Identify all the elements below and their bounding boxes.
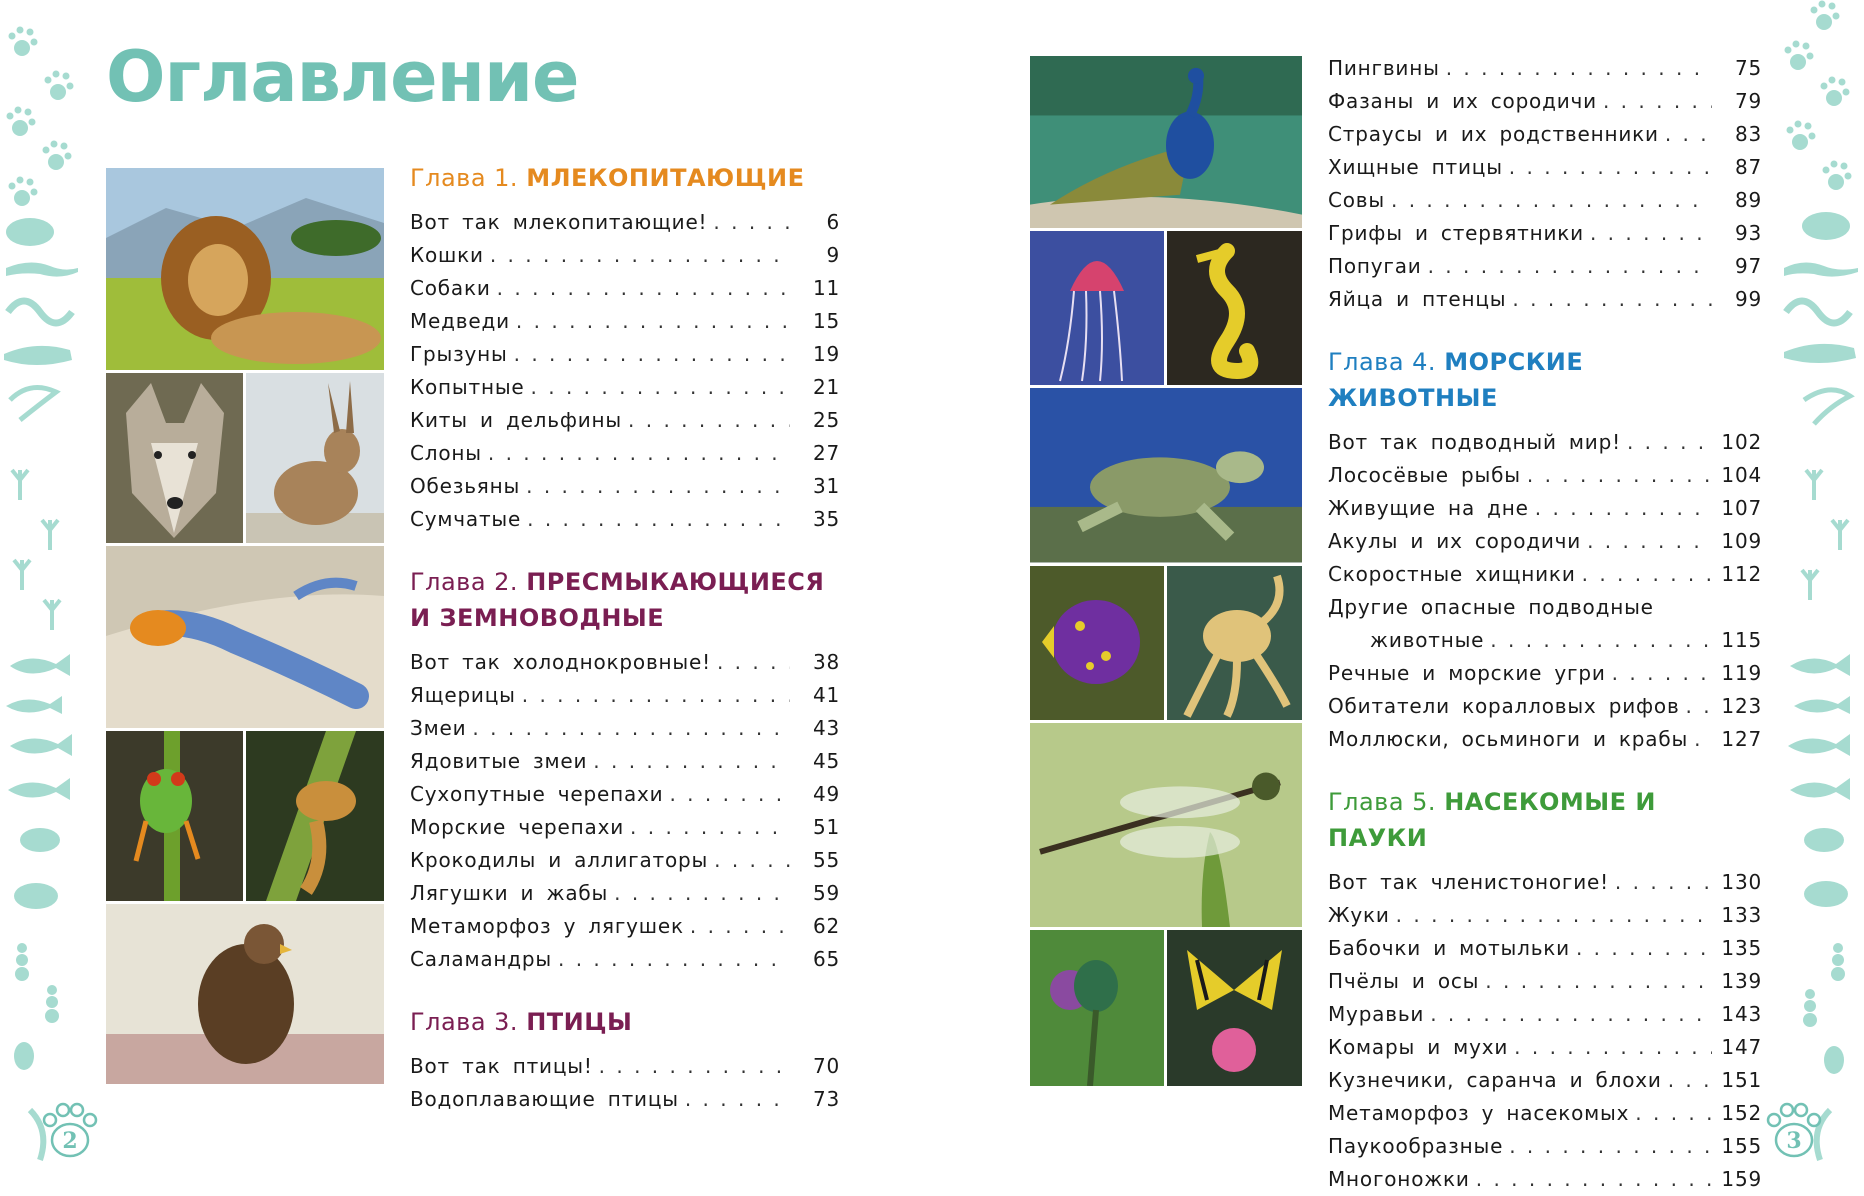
- entry-title: Собаки: [410, 276, 491, 300]
- entry-page: 127: [1721, 727, 1762, 751]
- chapter-name: МЛЕКОПИТАЮЩИЕ: [526, 164, 805, 192]
- snake-icon: [1786, 301, 1850, 323]
- dot-leader: [669, 778, 790, 811]
- entry-title: Саламандры: [410, 947, 552, 971]
- toc-entry[interactable]: [1328, 558, 1762, 591]
- toc-entry[interactable]: [410, 811, 840, 844]
- fish-icon: [10, 654, 70, 676]
- entry-title: Жуки: [1328, 903, 1390, 927]
- chapter-4-title[interactable]: [1328, 344, 1762, 416]
- toc-entry[interactable]: [1328, 1031, 1762, 1064]
- dot-leader: [1535, 492, 1712, 525]
- entry-title: Моллюски, осьминоги и крабы: [1328, 727, 1689, 751]
- animal-border-left: [0, 0, 90, 1176]
- lizard-icon: [1784, 262, 1858, 276]
- footprint-icon: [42, 520, 58, 550]
- toc-entry[interactable]: [1328, 52, 1762, 85]
- entry-page: 31: [812, 474, 840, 498]
- entry-page: 151: [1721, 1068, 1762, 1092]
- entry-title: Обитатели коралловых рифов: [1328, 694, 1680, 718]
- paw-print-icon: [1823, 161, 1852, 191]
- toc-entry[interactable]: [410, 239, 840, 272]
- toc-entry[interactable]: [1328, 85, 1762, 118]
- dot-leader: [685, 1083, 790, 1116]
- toc-entry[interactable]: [1328, 184, 1762, 217]
- dot-leader: [472, 712, 790, 745]
- toc-entry[interactable]: [410, 844, 840, 877]
- ant-icon: [1803, 989, 1817, 1027]
- toc-entry[interactable]: [410, 679, 840, 712]
- entry-title: Метаморфоз у лягушек: [410, 914, 684, 938]
- entry-page: 79: [1734, 89, 1762, 113]
- dot-leader: [630, 811, 790, 844]
- footprint-icon: [44, 600, 60, 630]
- entry-title: Вот так членистоногие!: [1328, 870, 1609, 894]
- entry-page: 27: [812, 441, 840, 465]
- toc-entry[interactable]: [410, 206, 840, 239]
- toc-entry[interactable]: [1328, 1064, 1762, 1097]
- dot-leader: [497, 272, 790, 305]
- entry-page: 97: [1734, 254, 1762, 278]
- entry-page: 51: [812, 815, 840, 839]
- dot-leader: [1428, 250, 1712, 283]
- dot-leader: [593, 745, 790, 778]
- entry-title-line2: животные: [1370, 628, 1485, 652]
- page-number: 3: [1786, 1128, 1802, 1154]
- beetle-photo: [1030, 930, 1164, 1086]
- dot-leader: [1665, 118, 1712, 151]
- eagle-photo: [106, 904, 384, 1084]
- entry-page: 115: [1721, 628, 1762, 652]
- entry-title: Скоростные хищники: [1328, 562, 1576, 586]
- beetle-icon: [14, 1042, 34, 1070]
- dot-leader: [1603, 85, 1712, 118]
- paw-print-icon: [1787, 121, 1816, 151]
- toc-entry[interactable]: [410, 646, 840, 679]
- toc-entry[interactable]: [1328, 217, 1762, 250]
- entry-page: 133: [1721, 903, 1762, 927]
- crab-icon: [1804, 881, 1848, 907]
- salamander-icon: [10, 388, 56, 421]
- tree-frog-photo: [106, 731, 243, 901]
- dot-leader: [599, 1050, 790, 1083]
- entry-title: Копытные: [410, 375, 525, 399]
- entry-page: 73: [812, 1087, 840, 1111]
- toc-entry[interactable]: [1328, 250, 1762, 283]
- crab-icon: [20, 828, 60, 852]
- dot-leader: [1430, 998, 1712, 1031]
- entry-title: Фазаны и их сородичи: [1328, 89, 1597, 113]
- entry-page: 41: [812, 683, 840, 707]
- page-number-left: [40, 1100, 100, 1160]
- dot-leader: [1509, 1130, 1712, 1163]
- toc-entry[interactable]: [410, 745, 840, 778]
- entry-page: 152: [1721, 1101, 1762, 1125]
- dot-leader: [1509, 151, 1712, 184]
- beetle-icon: [1824, 1046, 1844, 1074]
- toc-entry[interactable]: [410, 371, 840, 404]
- chapter-2-title[interactable]: [410, 564, 840, 636]
- entry-title: Вот так холоднокровные!: [410, 650, 711, 674]
- entry-page: 11: [812, 276, 840, 300]
- entry-page: 15: [812, 309, 840, 333]
- animal-border-right: [1774, 0, 1864, 1176]
- dot-leader: [1686, 690, 1712, 723]
- salamander-icon: [1804, 390, 1850, 424]
- frog-icon: [6, 218, 54, 246]
- chapter-name: ПРЕСМЫКАЮЩИЕСЯ: [526, 568, 825, 596]
- entry-page: 38: [812, 650, 840, 674]
- dot-leader: [1627, 426, 1712, 459]
- paw-print-icon: [1811, 1, 1840, 31]
- entry-page: 130: [1721, 870, 1762, 894]
- toc-entry[interactable]: [410, 437, 840, 470]
- entry-page: 59: [812, 881, 840, 905]
- chapter-name: ПТИЦЫ: [526, 1008, 633, 1036]
- toc-entry[interactable]: [1328, 1097, 1762, 1130]
- toc-entry[interactable]: [410, 470, 840, 503]
- toc-entry[interactable]: [1328, 118, 1762, 151]
- entry-title: Крокодилы и аллигаторы: [410, 848, 709, 872]
- entry-title: Кузнечики, саранча и блохи: [1328, 1068, 1662, 1092]
- dot-leader: [1485, 965, 1712, 998]
- dot-leader: [717, 646, 790, 679]
- entry-title: Морские черепахи: [410, 815, 625, 839]
- footprint-icon: [1832, 520, 1848, 550]
- entry-title: Грызуны: [410, 342, 508, 366]
- jellyfish-photo: [1030, 231, 1164, 385]
- dot-leader: [1590, 217, 1712, 250]
- dot-leader: [1396, 899, 1712, 932]
- entry-title: Лососёвые рыбы: [1328, 463, 1521, 487]
- dot-leader: [514, 338, 790, 371]
- entry-title: Метаморфоз у насекомых: [1328, 1101, 1630, 1125]
- entry-title: Попугаи: [1328, 254, 1422, 278]
- entry-title: Вот так млекопитающие!: [410, 210, 708, 234]
- entry-page: 75: [1734, 56, 1762, 80]
- entry-page: 119: [1721, 661, 1762, 685]
- fish-icon: [1790, 654, 1850, 676]
- entry-title: Сумчатые: [410, 507, 522, 531]
- toc-entry[interactable]: [1328, 1130, 1762, 1163]
- lizard-icon: [6, 262, 78, 276]
- entry-title: Вот так птицы!: [410, 1054, 593, 1078]
- entry-page: 123: [1721, 694, 1762, 718]
- toc-entry[interactable]: [410, 338, 840, 371]
- entry-page: 89: [1734, 188, 1762, 212]
- entry-title: Кошки: [410, 243, 484, 267]
- footprint-icon: [12, 470, 28, 500]
- page-title: Оглавление: [106, 36, 579, 118]
- entry-page: 70: [812, 1054, 840, 1078]
- paw-print-icon: [43, 141, 72, 171]
- dot-leader: [614, 877, 790, 910]
- entry-title: Сухопутные черепахи: [410, 782, 664, 806]
- footprint-icon: [14, 560, 30, 590]
- butterfly-photo: [1167, 930, 1302, 1086]
- entry-title: Речные и морские угри: [1328, 661, 1606, 685]
- toc-entry[interactable]: [1328, 965, 1762, 998]
- dot-leader: [1391, 184, 1712, 217]
- chapter-number: Глава 1.: [410, 164, 519, 192]
- dot-leader: [527, 503, 790, 536]
- toc-entry[interactable]: [1328, 525, 1762, 558]
- entry-page: 112: [1721, 562, 1762, 586]
- fish-icon: [6, 696, 62, 714]
- dot-leader: [1514, 1031, 1712, 1064]
- dot-leader: [1490, 624, 1712, 657]
- entry-page: 159: [1721, 1167, 1762, 1191]
- entry-title: Многоножки: [1328, 1167, 1470, 1191]
- photo-column-left: [106, 168, 384, 1086]
- entry-title: Обезьяны: [410, 474, 521, 498]
- paw-print-icon: [1785, 41, 1814, 71]
- dot-leader: [1512, 283, 1712, 316]
- toc-entry[interactable]: [410, 1050, 840, 1083]
- toc-entry[interactable]: [410, 712, 840, 745]
- toc-entry[interactable]: [410, 272, 840, 305]
- entry-title: Лягушки и жабы: [410, 881, 609, 905]
- toc-entry[interactable]: [1328, 591, 1762, 657]
- entry-page: 109: [1721, 529, 1762, 553]
- dot-leader: [628, 404, 790, 437]
- octopus-photo: [1167, 566, 1302, 720]
- entry-title: Совы: [1328, 188, 1385, 212]
- toc-entry[interactable]: [410, 1083, 840, 1116]
- entry-title: Хищные птицы: [1328, 155, 1503, 179]
- toc-entry[interactable]: [1328, 151, 1762, 184]
- entry-title: Ядовитые змеи: [410, 749, 588, 773]
- entry-page: 21: [812, 375, 840, 399]
- entry-page: 45: [812, 749, 840, 773]
- toc-entry[interactable]: [1328, 492, 1762, 525]
- page-number: 2: [62, 1128, 78, 1154]
- entry-title: Киты и дельфины: [410, 408, 623, 432]
- entry-page: 147: [1721, 1035, 1762, 1059]
- fish-icon: [1794, 696, 1850, 714]
- entry-title: Слоны: [410, 441, 482, 465]
- toc-entry[interactable]: [1328, 283, 1762, 316]
- ant-icon: [15, 943, 29, 981]
- toc-entry[interactable]: [1328, 998, 1762, 1031]
- dot-leader: [714, 844, 790, 877]
- paw-print-icon: [9, 27, 38, 57]
- entry-title: Водоплавающие птицы: [410, 1087, 679, 1111]
- dot-leader: [1582, 558, 1712, 591]
- entry-title: Вот так подводный мир!: [1328, 430, 1621, 454]
- toc-entry[interactable]: [1328, 723, 1762, 756]
- toc-entry[interactable]: [410, 404, 840, 437]
- chapter-name: МОРСКИЕ ЖИВОТНЫЕ: [1328, 348, 1584, 412]
- entry-title: Муравьи: [1328, 1002, 1425, 1026]
- entry-page: 25: [812, 408, 840, 432]
- chapter-number: Глава 3.: [410, 1008, 519, 1036]
- ant-icon: [1831, 943, 1845, 981]
- dot-leader: [713, 206, 790, 239]
- entry-title: Ящерицы: [410, 683, 516, 707]
- paw-print-icon: [1821, 77, 1850, 107]
- toc-entry[interactable]: [1328, 459, 1762, 492]
- dot-leader: [558, 943, 790, 976]
- dot-leader: [1615, 866, 1712, 899]
- entry-page: 99: [1734, 287, 1762, 311]
- paw-print-icon: [9, 177, 38, 207]
- dot-leader: [522, 679, 790, 712]
- entry-page: 49: [812, 782, 840, 806]
- chapter-5-title[interactable]: [1328, 784, 1762, 856]
- wolf-photo: [106, 373, 243, 543]
- toc-entry[interactable]: [410, 778, 840, 811]
- entry-title: Страусы и их родственники: [1328, 122, 1659, 146]
- footprint-icon: [1806, 470, 1822, 500]
- chapter-name: НАСЕКОМЫЕ И ПАУКИ: [1328, 788, 1656, 852]
- dot-leader: [1446, 52, 1712, 85]
- toc-entry[interactable]: [1328, 657, 1762, 690]
- lizard-photo: [106, 546, 384, 728]
- dot-leader: [690, 910, 790, 943]
- entry-title: Змеи: [410, 716, 467, 740]
- gecko-photo: [246, 731, 384, 901]
- dot-leader: [516, 305, 790, 338]
- entry-page: 43: [812, 716, 840, 740]
- entry-page: 19: [812, 342, 840, 366]
- entry-page: 35: [812, 507, 840, 531]
- entry-page: 135: [1721, 936, 1762, 960]
- entry-title: Грифы и стервятники: [1328, 221, 1584, 245]
- toc-right-page: [1328, 52, 1762, 1196]
- chapter-3-title[interactable]: [410, 1004, 840, 1040]
- entry-title: Бабочки и мотыльки: [1328, 936, 1570, 960]
- paw-print-icon: [45, 71, 74, 101]
- entry-page: 83: [1734, 122, 1762, 146]
- entry-page: 62: [812, 914, 840, 938]
- entry-page: 102: [1721, 430, 1762, 454]
- entry-title: Паукообразные: [1328, 1134, 1504, 1158]
- entry-title: Яйца и птенцы: [1328, 287, 1507, 311]
- fish-icon: [1790, 778, 1850, 800]
- entry-page: 87: [1734, 155, 1762, 179]
- frog-icon: [1802, 212, 1850, 240]
- fish-icon: [1788, 734, 1850, 756]
- entry-page: 143: [1721, 1002, 1762, 1026]
- dot-leader: [531, 371, 790, 404]
- dragonfly-photo: [1030, 723, 1302, 927]
- dot-leader: [490, 239, 790, 272]
- entry-page: 104: [1721, 463, 1762, 487]
- entry-page: 139: [1721, 969, 1762, 993]
- paw-print-icon: [7, 107, 36, 137]
- dot-leader: [1476, 1163, 1712, 1196]
- dot-leader: [1576, 932, 1712, 965]
- entry-page: 9: [826, 243, 840, 267]
- chapter-number: Глава 5.: [1328, 788, 1437, 816]
- dot-leader: [1694, 723, 1712, 756]
- toc-entry[interactable]: [1328, 426, 1762, 459]
- dot-leader: [1612, 657, 1712, 690]
- toc-entry[interactable]: [410, 305, 840, 338]
- toc-entry[interactable]: [1328, 1163, 1762, 1196]
- chapter-number: Глава 2.: [410, 568, 519, 596]
- crocodile-icon: [1784, 344, 1856, 363]
- snake-icon: [8, 301, 72, 323]
- toc-entry[interactable]: [410, 910, 840, 943]
- entry-title: Акулы и их сородичи: [1328, 529, 1582, 553]
- boxfish-photo: [1030, 566, 1164, 720]
- toc-left-page: [410, 160, 840, 1116]
- toc-entry[interactable]: [1328, 899, 1762, 932]
- peacock-photo: [1030, 56, 1302, 228]
- entry-title: Пчёлы и осы: [1328, 969, 1480, 993]
- fish-icon: [8, 778, 70, 800]
- dot-leader: [1527, 459, 1712, 492]
- crab-icon: [1804, 828, 1844, 852]
- dot-leader: [526, 470, 790, 503]
- fish-icon: [10, 734, 72, 756]
- entry-title: Пингвины: [1328, 56, 1440, 80]
- entry-title: Комары и мухи: [1328, 1035, 1509, 1059]
- lion-photo: [106, 168, 384, 370]
- crocodile-icon: [4, 346, 72, 365]
- seahorse-photo: [1167, 231, 1302, 385]
- entry-title: Медведи: [410, 309, 510, 333]
- entry-page: 155: [1721, 1134, 1762, 1158]
- toc-entry[interactable]: [410, 877, 840, 910]
- entry-page: 65: [812, 947, 840, 971]
- hare-photo: [246, 373, 384, 543]
- entry-page: 93: [1734, 221, 1762, 245]
- dot-leader: [1668, 1064, 1712, 1097]
- toc-entry[interactable]: [410, 943, 840, 976]
- toc-entry[interactable]: [1328, 690, 1762, 723]
- entry-page: 107: [1721, 496, 1762, 520]
- ant-icon: [45, 985, 59, 1023]
- entry-title: Другие опасные подводные: [1328, 595, 1654, 619]
- chapter-1-title[interactable]: [410, 160, 840, 196]
- page-number-right: [1764, 1100, 1824, 1160]
- dot-leader: [1635, 1097, 1712, 1130]
- dot-leader: [488, 437, 790, 470]
- chapter-name-line2: И ЗЕМНОВОДНЫЕ: [410, 604, 665, 632]
- sea-turtle-photo: [1030, 388, 1302, 562]
- toc-entry[interactable]: [410, 503, 840, 536]
- toc-entry[interactable]: [1328, 866, 1762, 899]
- entry-page: 55: [812, 848, 840, 872]
- chapter-number: Глава 4.: [1328, 348, 1437, 376]
- footprint-icon: [1802, 570, 1818, 600]
- entry-title: Живущие на дне: [1328, 496, 1529, 520]
- crab-icon: [14, 883, 58, 909]
- entry-page: 6: [826, 210, 840, 234]
- toc-entry[interactable]: [1328, 932, 1762, 965]
- dot-leader: [1587, 525, 1712, 558]
- photo-column-right: [1030, 56, 1302, 1086]
